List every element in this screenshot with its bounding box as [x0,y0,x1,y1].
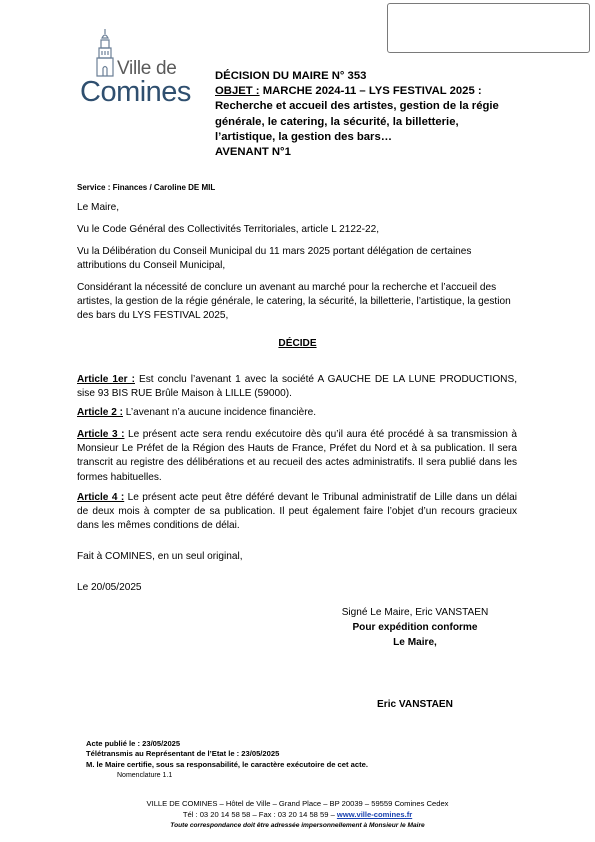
footer-contact [0,809,595,820]
article-4-label: Article 4 : [77,492,125,503]
fait-a: Fait à COMINES, en un seul original, [77,551,243,562]
objet-label: OBJET : [215,85,260,98]
acte-info [86,739,368,770]
signature-name: Eric VANSTAEN [377,699,453,710]
decision-date: Le 20/05/2025 [77,582,142,593]
article-2-label: Article 2 : [77,407,123,418]
article-4 [77,491,517,534]
acte-certifie: M. le Maire certifie, sous sa responsabilité, le caractère exécutoire de cet acte. [86,759,368,769]
acte-publie: Acte publié le : 23/05/2025 [86,739,181,748]
vu-cgct: Vu le Code Général des Collectivités Territoriales, article L 2122-22, [77,224,380,235]
considerant: Considérant la nécessité de conclure un avenant au marché pour la recherche et l’accueil des artistes, la gestion de la régie générale, le catering, la sécurité, la billetterie, l’artistique, la gestion des bars du LYS FESTIVAL 2025, [77,282,511,322]
signature-signe: Signé Le Maire, Eric VANSTAEN [341,607,489,618]
footer-note: Toute correspondance doit être adressée impersonnellement à Monsieur le Maire [170,822,425,829]
article-3-text: Le présent acte sera rendu exécutoire dès qu’il aura été procédé à sa transmission à Monsieur Le Préfet de la Région des Hauts de France, Préfet du Nord et à sa publication. Il sera transcrit au registre des délibérations et au recueil des actes administratifs. Il sera publié dans les formes habituelles. [77,429,517,483]
service-line: Service : Finances / Caroline DE MIL [77,183,216,192]
objet-line-4: générale, le catering, la sécurité, la billetterie, [215,115,459,128]
objet-line [215,84,515,99]
article-1 [77,373,517,401]
article-1-text: Est conclu l’avenant 1 avec la société A GAUCHE DE LA LUNE PRODUCTIONS, sise 93 BIS RUE Brûle Maison à LILLE (59000). [77,374,517,400]
vu-deliberation: Vu la Délibération du Conseil Municipal du 11 mars 2025 portant délégation de certaines attributions du Conseil Municipal, [77,246,472,272]
avenant-label: AVENANT N°1 [215,146,291,159]
website-link[interactable]: www.ville-comines.fr [336,810,413,819]
objet-line-3: Recherche et accueil des artistes, gestion de la régie [215,100,499,113]
stamp-box [387,3,590,53]
logo-comines-text: Comines [80,76,191,108]
decide-heading: DÉCIDE [278,338,317,349]
signature-expedition: Pour expédition conforme [352,622,478,633]
acte-teletransmis: Télétransmis au Représentant de l’Etat le : 23/05/2025 [86,749,280,759]
article-3-label: Article 3 : [77,429,125,440]
logo-ville-text: Ville de [117,58,177,79]
article-4-text: Le présent acte peut être déféré devant le Tribunal administratif de Lille dans un délai de deux mois à compter de sa publication. Il peut également faire l’objet d’un recours gracieux dans les mêmes conditions de délai. [77,492,517,532]
footer-address: VILLE DE COMINES – Hôtel de Ville – Grand Place – BP 20039 – 59559 Comines Cedex [146,799,449,808]
objet-text: MARCHE 2024-11 – LYS FESTIVAL 2025 : [259,85,482,98]
city-logo [80,28,195,113]
footer-phone-fax: Tél : 03 20 14 58 58 – Fax : 03 20 14 58 59 – [182,810,337,819]
article-3 [77,428,517,485]
article-1-label: Article 1er : [77,374,135,385]
signature-le-maire: Le Maire, [393,637,437,648]
decision-header [215,69,515,160]
nomenclature: Nomenclature 1.1 [117,772,173,779]
le-maire-intro: Le Maire, [77,202,120,213]
belfry-icon [90,28,120,78]
article-2 [77,406,517,420]
decision-number: DÉCISION DU MAIRE N° 353 [215,70,367,82]
article-2-text: L’avenant n’a aucune incidence financière. [123,407,317,418]
objet-line-5: l’artistique, la gestion des bars… [215,130,393,143]
footer [0,798,595,831]
